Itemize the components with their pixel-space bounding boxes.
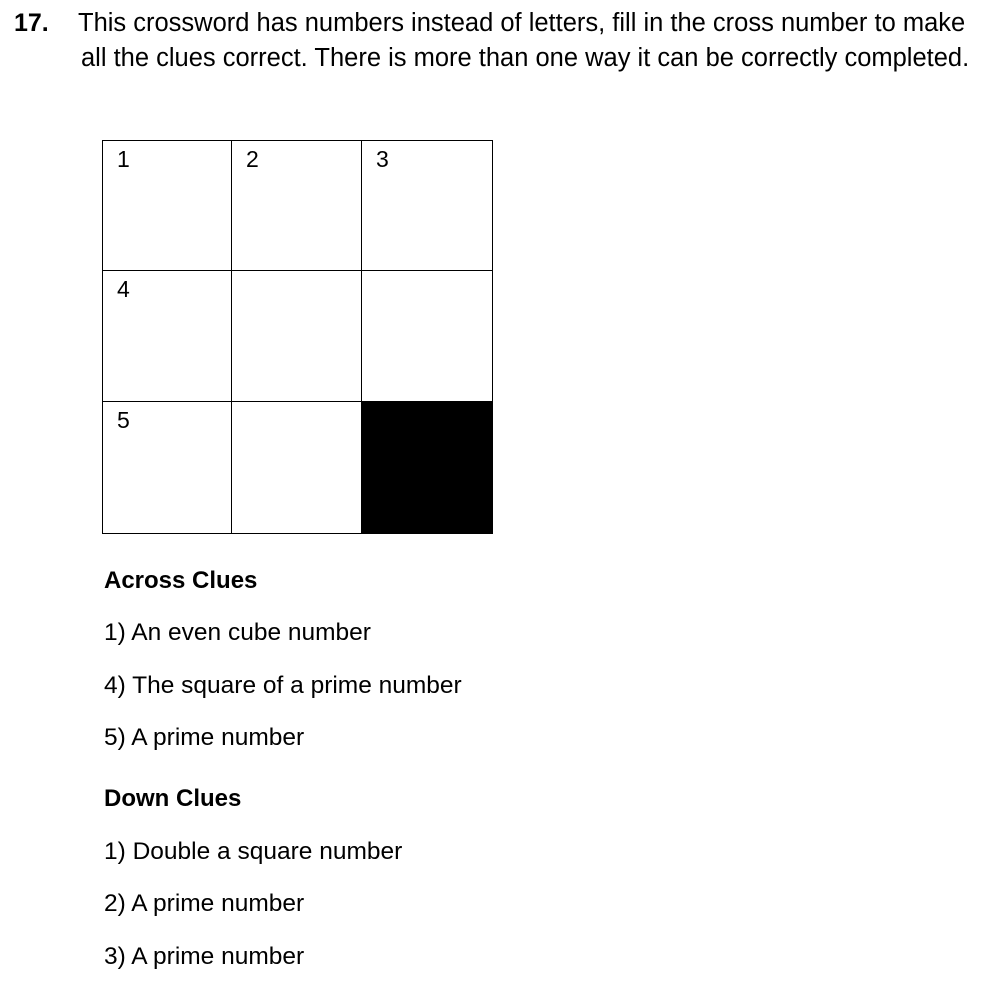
question-text: This crossword has numbers instead of letters, fill in the cross number to make all the clues correct. There is more than one way it can be correctly completed. [78,9,970,72]
across-clue-4: 4) The square of a prime number [104,672,462,699]
down-clues-heading: Down Clues [104,785,242,812]
crossnumber-grid [102,140,493,534]
question-number: 17. [14,9,49,37]
grid-cell-r2c1[interactable] [102,271,232,402]
grid-cell-r1c2[interactable] [232,140,362,271]
grid-cell-r2c2[interactable] [232,271,362,402]
clue-number: 3 [376,146,389,172]
grid-cell-blocked [362,402,493,534]
across-clue-5: 5) A prime number [104,724,305,751]
grid-cell-r1c3[interactable] [362,140,493,271]
grid-cell-r3c1[interactable] [102,402,232,534]
down-clue-3: 3) A prime number [104,943,305,970]
across-clues-heading: Across Clues [104,567,258,594]
down-clue-2: 2) A prime number [104,890,305,917]
clue-number: 4 [117,276,130,302]
clue-number: 1 [117,146,130,172]
clue-number: 5 [117,407,130,433]
across-clue-1: 1) An even cube number [104,619,371,646]
clue-number: 2 [246,146,259,172]
grid-cell-r1c1[interactable] [102,140,232,271]
down-clue-1: 1) Double a square number [104,838,403,865]
grid-cell-r2c3[interactable] [362,271,493,402]
grid-cell-r3c2[interactable] [232,402,362,534]
